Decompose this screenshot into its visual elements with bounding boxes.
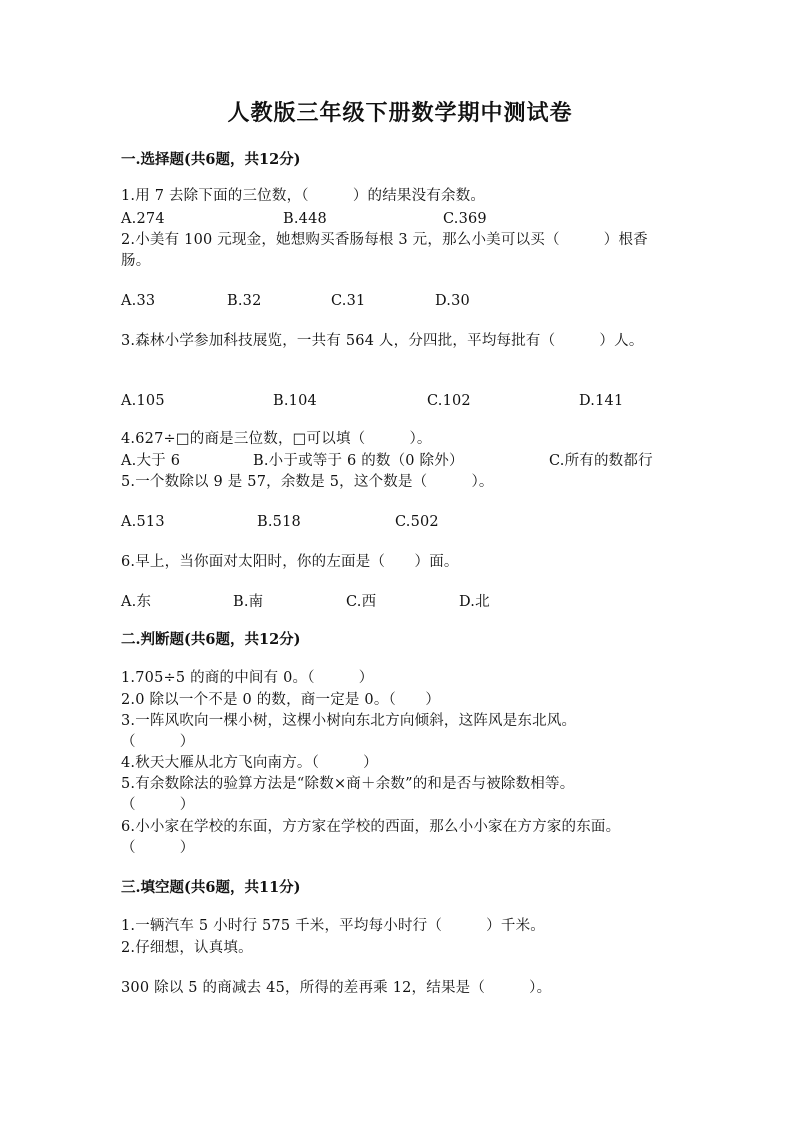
judgement-item-1: 1.705÷5 的商的中间有 0。（ ） — [121, 670, 374, 686]
fill-in-item-2-sub: 300 除以 5 的商减去 45，所得的差再乘 12，结果是（ ）。 — [121, 980, 552, 996]
question-2-option-d: D.30 — [435, 293, 470, 309]
question-5-option-c: C.502 — [395, 514, 439, 530]
question-3-option-b: B.104 — [273, 393, 317, 409]
question-6-stem: 6.早上，当你面对太阳时，你的左面是（ ）面。 — [121, 554, 459, 570]
question-5-stem: 5.一个数除以 9 是 57，余数是 5，这个数是（ ）。 — [121, 474, 494, 490]
question-1-stem: 1.用 7 去除下面的三位数，（ ）的结果没有余数。 — [121, 188, 486, 204]
question-2-stem-line2: 肠。 — [121, 253, 151, 269]
question-6-option-a: A.东 — [121, 594, 152, 610]
question-6-option-c: C.西 — [346, 594, 377, 610]
question-1-option-a: A.274 — [121, 211, 165, 227]
judgement-item-3-bracket: （ ） — [121, 734, 195, 750]
section-heading-fill-in: 三.填空题(共6题，共11分) — [121, 879, 301, 896]
question-4-option-a: A.大于 6 — [121, 453, 181, 469]
section-heading-choice: 一.选择题(共6题，共12分) — [121, 151, 301, 168]
question-2-option-b: B.32 — [227, 293, 262, 309]
judgement-item-3: 3.一阵风吹向一棵小树，这棵小树向东北方向倾斜，这阵风是东北风。 — [121, 713, 577, 729]
question-1-option-b: B.448 — [283, 211, 327, 227]
question-5-option-a: A.513 — [121, 514, 165, 530]
judgement-item-4: 4.秋天大雁从北方飞向南方。（ ） — [121, 755, 378, 771]
question-3-option-d: D.141 — [579, 393, 624, 409]
question-4-stem: 4.627÷□的商是三位数，□可以填（ ）。 — [121, 431, 432, 447]
fill-in-item-2: 2.仔细想，认真填。 — [121, 940, 253, 956]
fill-in-item-1: 1.一辆汽车 5 小时行 575 千米，平均每小时行（ ）千米。 — [121, 918, 545, 934]
question-3-option-c: C.102 — [427, 393, 471, 409]
judgement-item-6: 6.小小家在学校的东面，方方家在学校的西面，那么小小家在方方家的东面。 — [121, 819, 621, 835]
page-title: 人教版三年级下册数学期中测试卷 — [227, 100, 573, 126]
judgement-item-6-bracket: （ ） — [121, 840, 195, 856]
question-4-option-b: B.小于或等于 6 的数（0 除外） — [253, 453, 464, 469]
question-3-stem: 3.森林小学参加科技展览，一共有 564 人，分四批，平均每批有（ ）人。 — [121, 333, 644, 349]
question-2-stem-line1: 2.小美有 100 元现金，她想购买香肠每根 3 元，那么小美可以买（ ）根香 — [121, 232, 648, 248]
section-heading-judgement: 二.判断题(共6题，共12分) — [121, 631, 301, 648]
question-2-option-a: A.33 — [121, 293, 156, 309]
question-6-option-b: B.南 — [233, 594, 264, 610]
question-1-option-c: C.369 — [443, 211, 487, 227]
question-2-option-c: C.31 — [331, 293, 366, 309]
question-3-option-a: A.105 — [121, 393, 165, 409]
judgement-item-5: 5.有余数除法的验算方法是“除数×商＋余数”的和是否与被除数相等。 — [121, 776, 575, 792]
question-4-option-c: C.所有的数都行 — [549, 453, 653, 469]
judgement-item-2: 2.0 除以一个不是 0 的数，商一定是 0。（ ） — [121, 692, 441, 708]
judgement-item-5-bracket: （ ） — [121, 797, 195, 813]
question-5-option-b: B.518 — [257, 514, 301, 530]
question-6-option-d: D.北 — [459, 594, 490, 610]
